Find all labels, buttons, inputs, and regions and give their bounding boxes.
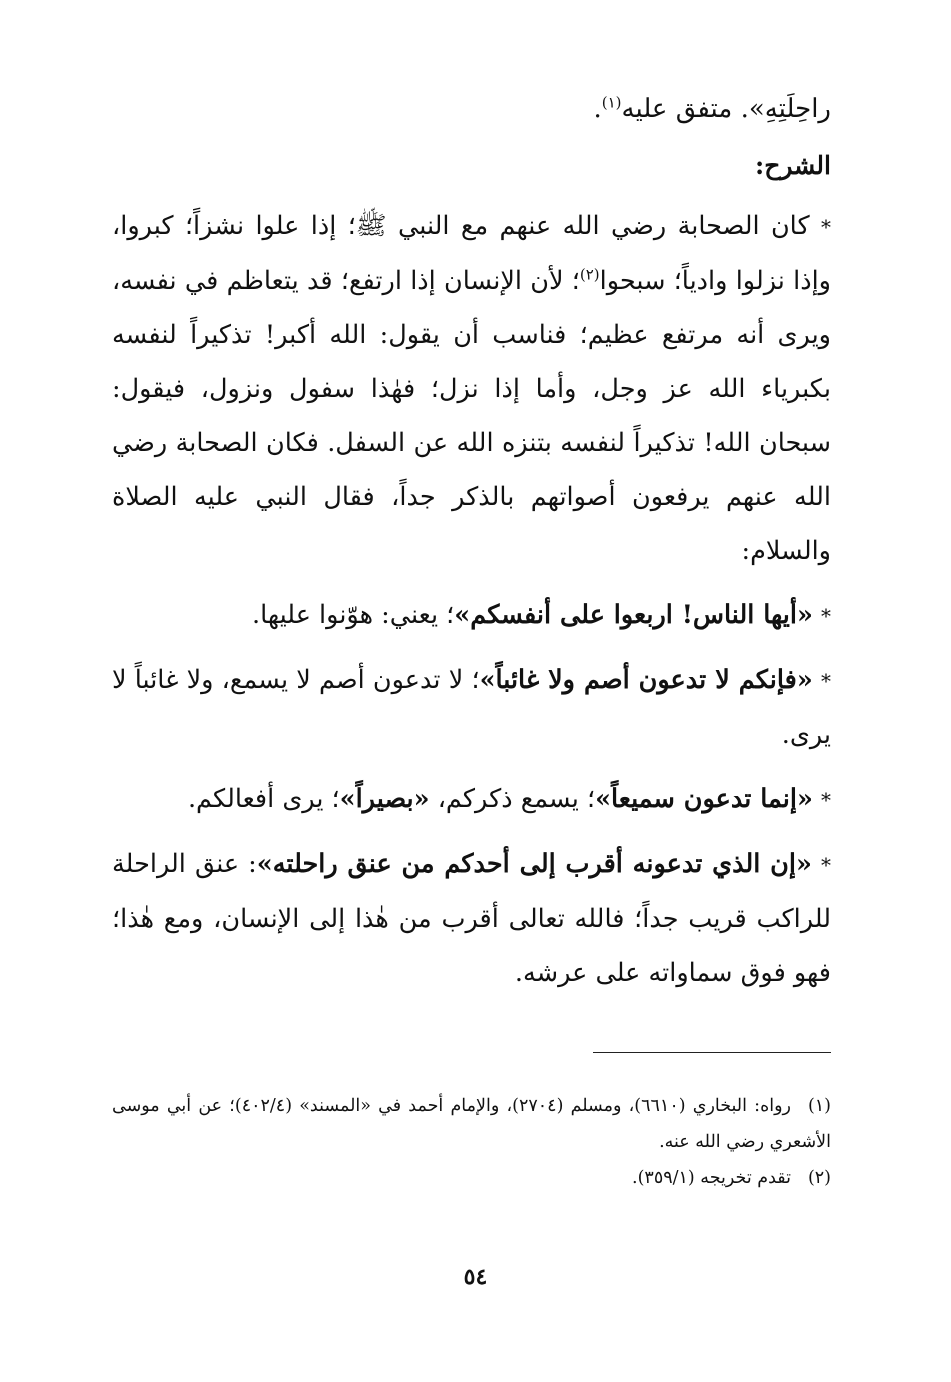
footnote-2 xyxy=(112,1160,831,1196)
hadith-quote: «إنما تدعون سميعاً» xyxy=(595,784,813,814)
hadith-quote: «أيها الناس! اربعوا على أنفسكم» xyxy=(454,600,813,630)
footnote-divider xyxy=(593,1052,831,1053)
footnote-number: (١) xyxy=(807,1096,831,1116)
hadith-quote: «إن الذي تدعونه أقرب إلى أحدكم من عنق راحلته» xyxy=(256,849,812,879)
paragraph-hadith-1 xyxy=(112,588,831,643)
paragraph-explanation xyxy=(112,199,831,578)
paragraph-hadith-2 xyxy=(112,653,831,762)
paragraph-text-part-b: ؛ لأن الإنسان إذا ارتفع؛ قد يتعاظم في نفسه، ويرى أنه مرتفع عظيم؛ فناسب أن يقول: الله أكبر! تذكيراً لنفسه بكبرياء الله عز وجل، وأما إذا نزل؛ فهٰذا سفول ونزول، فيقول: سبحان الله! تذكيراً لنفسه بتنزه الله عن السفل. فكان الصحابة رضي الله عنهم يرفعون أصواتهم بالذكر جداً، فقال النبي عليه الصلاة والسلام: xyxy=(112,266,831,566)
page-number: ٥٤ xyxy=(463,1264,488,1290)
footnote-ref-1[interactable]: (١) xyxy=(601,93,622,112)
hadith-explanation: : عنق الراحلة للراكب قريب جداً؛ فالله تعالى أقرب من هٰذا إلى الإنسان، ومع هٰذا؛ فهو فوق سماواته على عرشه. xyxy=(112,849,831,988)
bullet-star-icon: * xyxy=(821,604,831,628)
hadith-quote: «بصيراً» xyxy=(339,784,430,814)
hadith-quote: «فإنكم لا تدعون أصم ولا غائباً» xyxy=(479,665,813,695)
footnote-text: تقدم تخريجه (٣٥٩/١). xyxy=(632,1168,791,1188)
footnote-number: (٢) xyxy=(807,1168,831,1188)
bullet-star-icon: * xyxy=(821,669,831,693)
paragraph-hadith-4 xyxy=(112,837,831,1000)
footnote-text: رواه: البخاري (٦٦١٠)، ومسلم (٢٧٠٤)، والإمام أحمد في «المسند» (٤٠٢/٤)؛ عن أبي موسى الأشعري رضي الله عنه. xyxy=(112,1096,831,1152)
opening-line xyxy=(112,82,831,137)
section-heading: الشرح: xyxy=(754,151,831,180)
page-body xyxy=(112,82,831,1010)
footnote-1 xyxy=(112,1088,831,1160)
bullet-star-icon: * xyxy=(821,215,831,239)
paragraph-hadith-3 xyxy=(112,772,831,827)
hadith-explanation: ؛ يسمع ذكركم، xyxy=(429,784,596,814)
bullet-star-icon: * xyxy=(820,853,831,877)
paragraph-text-part-a: كان الصحابة رضي الله عنهم مع النبي ﷺ؛ إذا علوا نشزاً؛ كبروا، وإذا نزلوا وادياً؛ سبحوا xyxy=(112,211,831,296)
footnote-ref-2[interactable]: (٢) xyxy=(579,265,600,284)
hadith-explanation: ؛ يرى أفعالكم. xyxy=(187,784,340,814)
bullet-star-icon: * xyxy=(821,788,831,812)
hadith-explanation: ؛ يعني: هوّنوا عليها. xyxy=(251,600,455,630)
footnotes xyxy=(112,1088,831,1196)
opening-end: . xyxy=(593,94,602,124)
hadith-explanation: ؛ لا تدعون أصم لا يسمع، ولا غائباً لا يرى. xyxy=(112,665,831,750)
opening-text: راحِلَتِهِ». متفق عليه xyxy=(621,94,831,124)
